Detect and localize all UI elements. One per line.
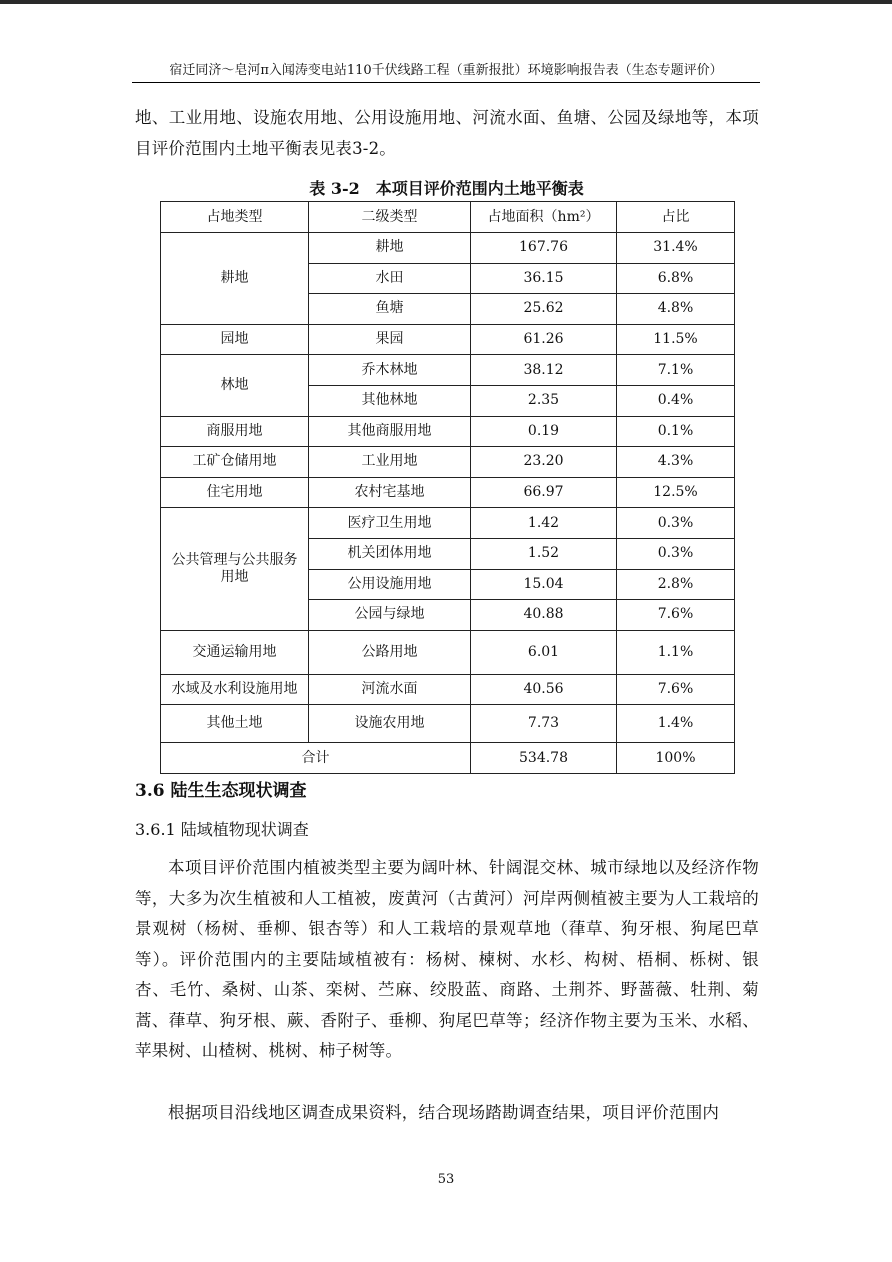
cell-ratio: 2.8% (617, 569, 735, 600)
cell-area: 66.97 (471, 477, 617, 508)
cell-subtype: 公园与绿地 (309, 600, 471, 631)
cell-subtype: 机关团体用地 (309, 538, 471, 569)
header-rule (132, 82, 760, 83)
cell-ratio: 0.3% (617, 508, 735, 539)
cell-ratio: 1.4% (617, 705, 735, 743)
table-body (161, 233, 735, 743)
cell-subtype: 公路用地 (309, 630, 471, 674)
cell-subtype: 耕地 (309, 233, 471, 264)
table-row (161, 447, 735, 478)
table-row (161, 477, 735, 508)
header-ratio: 占比 (617, 202, 735, 233)
cell-subtype: 设施农用地 (309, 705, 471, 743)
cell-subtype: 其他林地 (309, 385, 471, 416)
table-row (161, 674, 735, 705)
cell-ratio: 7.6% (617, 600, 735, 631)
cell-land-type: 其他土地 (161, 705, 309, 743)
cell-area: 0.19 (471, 416, 617, 447)
total-ratio: 100% (617, 743, 735, 774)
cell-land-type: 耕地 (161, 233, 309, 325)
cell-area: 7.73 (471, 705, 617, 743)
section-heading: 3.6 陆生生态现状调查 (135, 781, 307, 801)
table-row (161, 233, 735, 264)
cell-subtype: 河流水面 (309, 674, 471, 705)
header-subtype: 二级类型 (309, 202, 471, 233)
cell-ratio: 7.6% (617, 674, 735, 705)
intro-paragraph: 地、工业用地、设施农用地、公用设施用地、河流水面、鱼塘、公园及绿地等，本项目评价范围内土地平衡表见表3-2。 (135, 108, 759, 158)
cell-area: 25.62 (471, 294, 617, 325)
cell-land-type: 林地 (161, 355, 309, 416)
cell-area: 23.20 (471, 447, 617, 478)
cell-area: 1.42 (471, 508, 617, 539)
page-number: 53 (437, 1172, 455, 1187)
total-area: 534.78 (471, 743, 617, 774)
top-border (0, 0, 892, 4)
cell-land-type: 住宅用地 (161, 477, 309, 508)
cell-area: 40.88 (471, 600, 617, 631)
cell-ratio: 0.4% (617, 385, 735, 416)
cell-land-type: 工矿仓储用地 (161, 447, 309, 478)
vegetation-paragraph: 本项目评价范围内植被类型主要为阔叶林、针阔混交林、城市绿地以及经济作物等，大多为次生植被和人工植被，废黄河（古黄河）河岸两侧植被主要为人工栽培的景观树（杨树、垂柳、银杏等）和人工栽培的景观草地（葎草、狗牙根、狗尾巴草等）。评价范围内的主要陆域植被有：杨树、楝树、水杉、构树、梧桐、栎树、银杏、毛竹、桑树、山茶、栾树、苎麻、绞股蓝、商路、土荆芥、野蔷薇、牡荆、菊蒿、葎草、狗牙根、蕨、香附子、垂柳、狗尾巴草等；经济作物主要为玉米、水稻、苹果树、山楂树、桃树、柿子树等。 (135, 858, 759, 1060)
cell-subtype: 农村宅基地 (309, 477, 471, 508)
table-total-row (161, 743, 735, 774)
cell-subtype: 工业用地 (309, 447, 471, 478)
cell-subtype: 公用设施用地 (309, 569, 471, 600)
cell-ratio: 4.8% (617, 294, 735, 325)
cell-ratio: 12.5% (617, 477, 735, 508)
table-row (161, 508, 735, 539)
table-header-row (161, 202, 735, 233)
cell-subtype: 鱼塘 (309, 294, 471, 325)
cell-land-type: 园地 (161, 324, 309, 355)
cell-ratio: 0.1% (617, 416, 735, 447)
cell-subtype: 乔木林地 (309, 355, 471, 386)
cell-ratio: 1.1% (617, 630, 735, 674)
cell-subtype: 医疗卫生用地 (309, 508, 471, 539)
land-balance-table (160, 201, 735, 774)
cell-ratio: 4.3% (617, 447, 735, 478)
cell-area: 40.56 (471, 674, 617, 705)
survey-paragraph: 根据项目沿线地区调查成果资料，结合现场踏勘调查结果，项目评价范围内 (168, 1103, 720, 1122)
cell-land-type: 交通运输用地 (161, 630, 309, 674)
subsection-heading: 3.6.1 陆域植物现状调查 (135, 820, 309, 839)
table-title: 表 3-2 本项目评价范围内土地平衡表 (309, 179, 584, 198)
cell-ratio: 7.1% (617, 355, 735, 386)
cell-area: 1.52 (471, 538, 617, 569)
cell-area: 6.01 (471, 630, 617, 674)
cell-area: 61.26 (471, 324, 617, 355)
header-type: 占地类型 (161, 202, 309, 233)
header-area: 占地面积（hm²） (471, 202, 617, 233)
total-label: 合计 (161, 743, 471, 774)
cell-ratio: 11.5% (617, 324, 735, 355)
cell-ratio: 0.3% (617, 538, 735, 569)
table-row (161, 705, 735, 743)
cell-land-type: 水域及水利设施用地 (161, 674, 309, 705)
table-row (161, 324, 735, 355)
cell-ratio: 31.4% (617, 233, 735, 264)
cell-subtype: 其他商服用地 (309, 416, 471, 447)
table-row (161, 416, 735, 447)
table-row (161, 630, 735, 674)
cell-area: 38.12 (471, 355, 617, 386)
cell-subtype: 水田 (309, 263, 471, 294)
cell-land-type: 公共管理与公共服务用地 (161, 508, 309, 630)
page-header: 宿迁同济～皂河π入闻涛变电站110千伏线路工程（重新报批）环境影响报告表（生态专题评价） (169, 63, 723, 78)
cell-subtype: 果园 (309, 324, 471, 355)
cell-area: 167.76 (471, 233, 617, 264)
cell-area: 15.04 (471, 569, 617, 600)
cell-ratio: 6.8% (617, 263, 735, 294)
cell-area: 2.35 (471, 385, 617, 416)
table-row (161, 355, 735, 386)
cell-area: 36.15 (471, 263, 617, 294)
cell-land-type: 商服用地 (161, 416, 309, 447)
